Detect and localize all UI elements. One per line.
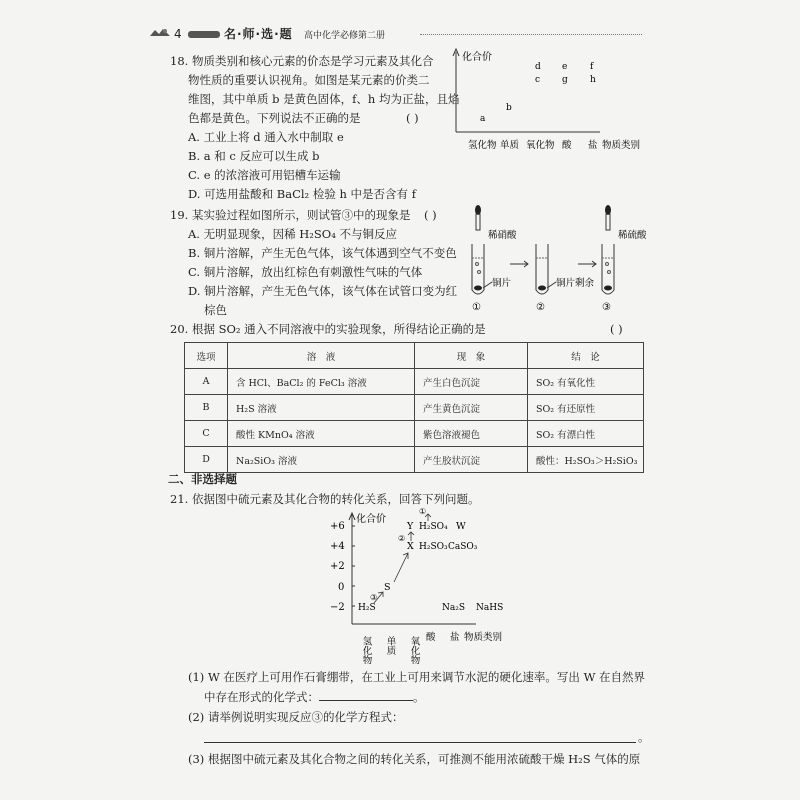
table-row <box>185 447 644 473</box>
q21-species-na2s: Na₂S <box>442 603 466 613</box>
copper-piece-2-icon <box>538 286 546 291</box>
q19-option-d: D. 铜片溶解，产生无色气体，该气体在试管口变为红 <box>188 284 458 298</box>
q21-xlabel: 物质类别 <box>464 632 503 643</box>
table-cell: SO₂ 有漂白性 <box>528 421 644 447</box>
q18-point-a: a <box>480 114 486 124</box>
q18-option-b: B. a 和 c 反应可以生成 b <box>188 149 320 163</box>
q20-table <box>184 342 644 473</box>
q18-x-cat-acid: 酸 <box>562 140 572 151</box>
arrow-up-icon-2 <box>408 532 414 541</box>
q19-option-a: A. 无明显现象，因稀 H₂SO₄ 不与铜反应 <box>188 227 397 241</box>
q18-ylabel: 化合价 <box>462 52 492 63</box>
table-row <box>185 421 644 447</box>
q18-point-c: c <box>535 75 541 85</box>
arrow-diagonal-icon-1 <box>394 553 408 582</box>
table-header-cell: 选项 <box>185 343 228 369</box>
q19-tube-1-label: ① <box>472 302 481 313</box>
page-number: 4 <box>174 27 182 41</box>
q21-sub1-line1: (1) W 在医疗上可用作石膏绷带，在工业上可用来调节水泥的硬化速率。写出 W 在自然界 <box>188 670 646 684</box>
table-cell: C <box>185 421 228 447</box>
q21-ytick-minus2: −2 <box>330 602 345 613</box>
q21-ytick-0: 0 <box>338 582 345 593</box>
brand-logo-icon <box>149 26 171 40</box>
q21-x-cat-element: 单质 <box>384 636 396 655</box>
table-row <box>185 369 644 395</box>
q21-sub2-answer-blank[interactable] <box>204 742 636 743</box>
q21-species-x: X <box>407 541 414 552</box>
q20-answer-bracket[interactable]: ( ) <box>610 322 623 336</box>
table-cell: 产生胶状沉淀 <box>415 447 528 473</box>
q21-sub3-line: (3) 根据图中硫元素及其化合物之间的转化关系，可推测不能用浓硫酸干燥 H₂S 气体的原 <box>188 752 641 766</box>
copper-piece-3-icon <box>604 286 612 291</box>
q19-option-d-cont: 棕色 <box>204 303 227 317</box>
q21-sub1-end: 。 <box>413 690 425 704</box>
q19-label-copper-remaining: 铜片剩余 <box>556 278 595 289</box>
q19-tube-3-label: ③ <box>602 302 611 313</box>
q18-point-g: g <box>562 75 568 85</box>
book-subtitle: 高中化学必修第二册 <box>304 31 386 41</box>
brand-title: 名·师·选·题 <box>224 27 293 41</box>
q18-option-a: A. 工业上将 d 通入水中制取 e <box>188 130 344 144</box>
q21-species-h2s: H₂S <box>358 603 376 613</box>
q21-ytick-plus6: +6 <box>330 521 345 532</box>
q19-option-c: C. 铜片溶解，放出红棕色有刺激性气味的气体 <box>188 265 423 279</box>
q21-species-w: W <box>456 521 466 532</box>
q18-line-2: 物性质的重要认识视角。如图是某元素的价类二 <box>188 73 430 87</box>
q21-ylabel: 化合价 <box>356 514 386 525</box>
q21-arrow-label-1: ① <box>419 508 427 516</box>
copper-piece-1-icon <box>474 286 482 291</box>
q21-species-y: Y <box>407 521 414 532</box>
q18-x-cat-salt: 盐 <box>588 140 598 151</box>
q18-xlabel: 物质类别 <box>602 140 641 151</box>
q21-x-cat-acid: 酸 <box>426 632 436 643</box>
q19-stem: 19. 某实验过程如图所示，则试管③中的现象是 <box>170 208 411 222</box>
table-cell: 产生白色沉淀 <box>415 369 528 395</box>
q20-stem: 20. 根据 SO₂ 通入不同溶液中的实验现象，所得结论正确的是 <box>170 322 486 336</box>
table-cell: 含 HCl、BaCl₂ 的 FeCl₃ 溶液 <box>228 369 415 395</box>
q18-answer-bracket[interactable]: ( ) <box>406 111 419 125</box>
table-cell: A <box>185 369 228 395</box>
table-cell: SO₂ 有还原性 <box>528 395 644 421</box>
q18-point-b: b <box>506 103 512 113</box>
table-cell: Na₂SiO₃ 溶液 <box>228 447 415 473</box>
q18-valence-chart <box>450 44 650 156</box>
q21-species-caso3: CaSO₃ <box>448 542 478 552</box>
q21-species-h2so4: H₂SO₄ <box>419 522 448 532</box>
q19-experiment-figure <box>462 202 652 318</box>
arrow-right-icon-2 <box>578 261 596 267</box>
q19-answer-bracket[interactable]: ( ) <box>424 208 437 222</box>
dropper-1-icon <box>475 205 481 230</box>
q18-point-h: h <box>590 75 596 85</box>
q18-line-4: 色都是黄色。下列说法不正确的是 <box>188 111 361 125</box>
q21-species-nahs: NaHS <box>476 603 504 613</box>
q18-option-c: C. e 的浓溶液可用铝槽车运输 <box>188 168 341 182</box>
q18-point-e: e <box>562 62 568 72</box>
q18-x-cat-element: 单质 <box>500 140 520 151</box>
q19-option-b: B. 铜片溶解，产生无色气体，该气体遇到空气不变色 <box>188 246 457 260</box>
q21-species-s: S <box>384 582 391 593</box>
table-cell: B <box>185 395 228 421</box>
q21-stem: 21. 依据图中硫元素及其化合物的转化关系，回答下列问题。 <box>170 492 480 506</box>
q18-x-cat-oxide: 氧化物 <box>526 140 555 151</box>
q18-point-d: d <box>535 62 541 72</box>
section-title: 二、非选择题 <box>168 472 237 486</box>
q21-sub1-line2 <box>204 690 425 704</box>
table-cell: 紫色溶液褪色 <box>415 421 528 447</box>
q21-arrow-label-2: ② <box>398 534 406 543</box>
q21-species-h2so3: H₂SO₃ <box>419 542 448 552</box>
header-divider <box>420 34 642 35</box>
q18-x-cat-hydride: 氢化物 <box>468 140 497 151</box>
table-header-cell: 结 论 <box>528 343 644 369</box>
dropper-2-icon <box>605 205 611 230</box>
q21-sub2-line: (2) 请举例说明实现反应③的化学方程式： <box>188 710 404 724</box>
table-cell: SO₂ 有氧化性 <box>528 369 644 395</box>
q18-point-f: f <box>590 62 594 72</box>
q21-sub1-prompt: 中存在形式的化学式： <box>204 690 319 704</box>
q21-arrow-label-3: ③ <box>370 593 378 602</box>
table-cell: H₂S 溶液 <box>228 395 415 421</box>
q19-label-copper: 铜片 <box>492 278 512 289</box>
table-cell: 产生黄色沉淀 <box>415 395 528 421</box>
q21-ytick-plus4: +4 <box>330 541 345 552</box>
table-cell: 酸性：H₂SO₃＞H₂SiO₃ <box>528 447 644 473</box>
arrow-right-icon <box>510 261 528 267</box>
header-bar <box>188 31 220 38</box>
q21-x-cat-oxide: 氧化物 <box>408 636 420 664</box>
q19-label-dilute-nitric: 稀硝酸 <box>488 230 517 241</box>
q21-sub2-end: 。 <box>638 730 650 744</box>
q19-tube-2-label: ② <box>536 302 545 313</box>
q21-ytick-plus2: +2 <box>330 561 345 572</box>
q18-option-d: D. 可选用盐酸和 BaCl₂ 检验 h 中是否含有 f <box>188 187 416 201</box>
q21-x-cat-hydride: 氢化物 <box>360 636 372 664</box>
table-header-row <box>185 343 644 369</box>
q21-sulfur-chart <box>326 508 516 664</box>
table-header-cell: 现 象 <box>415 343 528 369</box>
table-row <box>185 395 644 421</box>
q21-x-cat-salt: 盐 <box>450 632 460 643</box>
q18-line-1: 18. 物质类别和核心元素的价态是学习元素及其化合 <box>170 54 434 68</box>
q19-label-dilute-sulfuric: 稀硫酸 <box>618 230 647 241</box>
table-cell: D <box>185 447 228 473</box>
table-cell: 酸性 KMnO₄ 溶液 <box>228 421 415 447</box>
q21-sub1-answer-blank[interactable] <box>319 700 413 701</box>
table-header-cell: 溶 液 <box>228 343 415 369</box>
q18-line-3: 维图，其中单质 b 是黄色固体，f、h 均为正盐，且焰 <box>188 92 460 106</box>
